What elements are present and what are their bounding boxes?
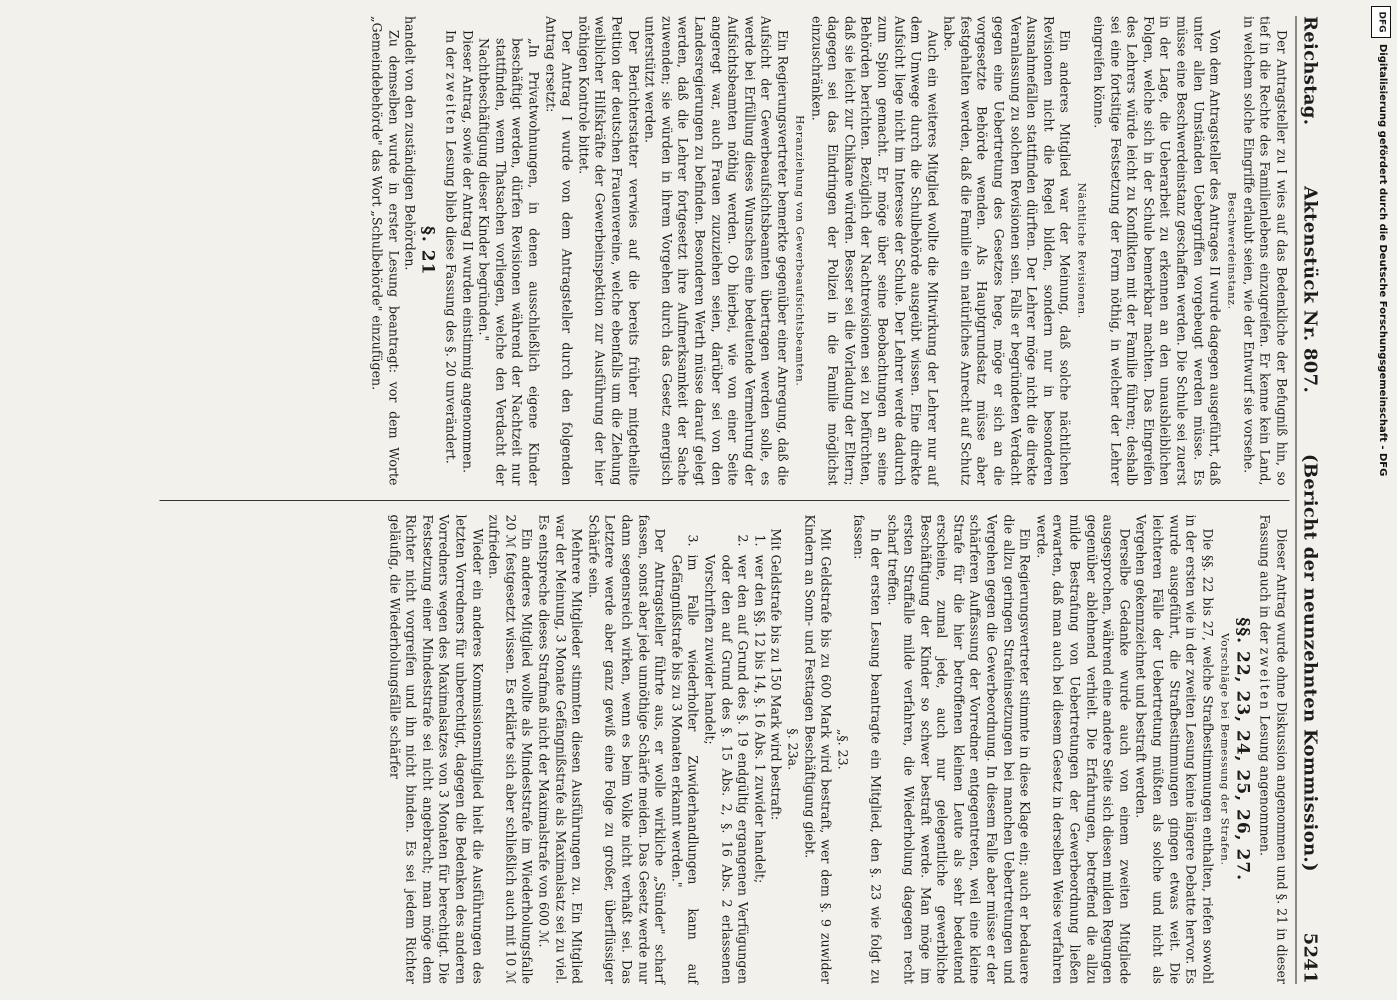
paragraph-number: „§. 23. <box>835 728 851 770</box>
spaced-word: zweiten <box>443 72 459 137</box>
penalty-list <box>668 515 768 985</box>
paragraph: Mit Geldstrafe bis zu 600 Mark wird bestraft, wer dem §. 9 zuwider Kindern an Sonn- und Festtagen Beschäftigung giebt. <box>802 514 834 984</box>
running-header <box>1296 16 1321 984</box>
column-left <box>160 16 1290 486</box>
paragraph: Der Berichterstatter verwies auf die bereits früher mitgetheilte Petition der deutschen Frauenvereine, welche ebenfalls um die Ziehung weiblicher Hilfskräfte der Gewerbeinspektion zur Ausführung der hier nöthigen Kontrole bittet. <box>576 16 642 486</box>
section-heading: §. 21 <box>418 226 438 276</box>
marginal-heading: Heranziehung von Gewerbeaufsichtsbeamten. <box>793 115 806 387</box>
paragraph: Der Antragsteller führte aus, er wolle wirkliche „Sünder" scharf fassen, sonst aber jede unnöthige Schärfe meiden. Das Gesetz werde nur dann segensreich wirken, wenn es beim Volke nicht verhaßt sei. Das Letztere werde aber ganz gewiß eine Folge zu großer, überflüssiger Schärfe sein. <box>586 514 668 984</box>
list-text: wer den auf Grund des §. 19 endgültig ergangenen Verfügungen oder den auf Grund des §. 15 Abs. 2, §. 16 Abs. 2 erlassenen Vorschriften zuwider handelt; <box>702 554 751 984</box>
list-number: 1. <box>752 534 768 547</box>
marginal-heading: Vorschläge bei Bemessung der Strafen. <box>1218 633 1231 866</box>
list-item <box>701 535 751 985</box>
digitization-sidebar <box>1367 0 1397 1000</box>
column-divider <box>160 500 1290 501</box>
paragraph: In der ersten Lesung beantragte ein Mitglied, den §. 23 wie folgt zu fassen: <box>851 514 884 984</box>
text-columns <box>160 16 1290 984</box>
dfg-logo-text: DFG <box>1376 11 1387 33</box>
list-item <box>668 535 701 985</box>
paragraph: Ein Regierungsvertreter bemerkte gegenüber einer Anregung, daß die Aufsicht der Gewerbeaufsichtsbeamten übertragen werden solle, es werde bei Erfüllung dieses Wunsches eine bedeutende Vermehrung der Aufsichtsbeamten nöthig werden. Ob hierbei, wie von einer Seite angeregt war, auch Frauen zuzuziehen seien, darüber sei von den Landesregierungen zu befinden. Besonderen Werth müsse darauf gelegt werden, daß die Lehrer fortgesetzt ihre Aufmerksamkeit der Sache zuwenden; sie würden in ihrem Vorgehen durch das Gesetz energisch unterstützt werden. <box>642 16 791 486</box>
paragraph-number: §. 23a. <box>785 728 801 771</box>
paragraph: Von dem Antragsteller des Antrages II wurde dagegen ausgeführt, daß unter allen Umständen Uebergriffen vorgebeugt werden müsse. Es müsse eine Beschwerdeinstanz geschaffen werden. Die Schule sei zuerst in der Lage, die Ueberarbeit zu erkennen an den unausbleiblichen Folgen, welche sich in der Schule bemerkbar machten. Das Eingreifen des Lehrers würde leicht zu Konflikten mit der Familie führen; deshalb sei eine fortsitige Festsetzung der Form nöthig, in welcher der Lehrer eingreifen könne. <box>1091 16 1223 486</box>
paragraph: Auch ein weiteres Mitglied wollte die Mitwirkung der Lehrer nur auf dem Umwege durch die Schulbehörde ausgeübt wissen. Eine direkte Aufsicht liege nicht im Interesse der Schule. Der Lehrer werde dadurch zum Spion gemacht. Er möge über seine Beobachtungen an seine Behörden berichten. Bezüglich der Nachtrevisionen sei zu befürchten, daß sie leicht zur Chikane würden. Besser sei die Vorladung der Eltern; dagegen sei das Eindringen der Polizei in die Familie möglichst einzuschränken. <box>809 16 941 486</box>
funding-note <box>1371 44 1393 944</box>
funding-note-text: Digitalisierung gefördert durch die Deutsche Forschungsgemeinschaft - DFG <box>1377 44 1388 477</box>
page-content <box>127 6 1327 994</box>
text-run: In der <box>443 30 459 69</box>
header-aktenstueck: Aktenstück Nr. 807. <box>1299 186 1321 394</box>
paragraph: Zu demselben wurde in erster Lesung beantragt: vor dem Worte „Gemeindebehörde" das Wort „Schulbehörde" einzufügen. <box>369 16 402 486</box>
text-run: Dieser Antrag wurde ohne Diskussion angenommen und §. 21 in dieser Fassung auch in der <box>1257 514 1290 984</box>
column-right <box>160 515 1290 985</box>
paragraph: handelt von den zuständigen Behörden. <box>403 16 418 271</box>
printed-page-rotated <box>127 6 1327 994</box>
paragraph: Der Antragsteller zu I wies auf das Bedenkliche der Befugniß hin, so tief in die Rechte des Familienlebens einzugreifen. Er kenne kein Land, in welchem solche Eingriffe erlaubt seien, wie der Entwurf sie vorsehe. <box>1241 16 1290 486</box>
list-item <box>751 535 768 985</box>
quoted-motion: „In Privatwohnungen, in denen ausschließlich eigene Kinder beschäftigt werden, dürfen Revisionen während der Nachtzeit nur stattfinden, wenn Thatsachen vorliegen, welche den Verdacht der Nachtbeschäftigung dieser Kinder begründen." <box>476 38 542 486</box>
section-heading: §§. 22, 23, 24, 25, 26, 27. <box>1232 617 1253 882</box>
text-run: Lesung angenommen. <box>1257 715 1273 856</box>
header-reichstag: Reichstag. <box>1299 16 1321 126</box>
list-text: im Falle wiederholter Zuwiderhandlungen kann auf Gefängnißstrafe bis zu 3 Monaten erkannt werden." <box>669 554 701 984</box>
paragraph: Ein Regierungsvertreter stimmte in diese Klage ein; auch er bedauere die allzu geringen Strafeinsetzungen bei manchen Uebertretungen und Vergehen gegen die Gewerbeordnung. In diesem Falle aber müsse er der schärferen Auffassung der Vorredner entgegentreten, weil eine kleine Strafe für die hier betroffenen kleinen Leute als sehr bedeutend erscheine, zumal jede, auch nur gelegentliche gewerbliche Beschäftigung der Kinder so schwer bestraft werde. Man möge im ersten Straffalle milde verfahren, die Wiederholung dagegen recht scharf treffen. <box>885 514 1033 984</box>
paragraph: Der Antrag I wurde von dem Antragsteller durch den folgenden Antrag ersetzt: <box>543 16 575 486</box>
list-number: 2. <box>735 534 751 547</box>
paragraph <box>442 16 459 486</box>
paragraph: Derselbe Gedanke wurde auch von einem zweiten Mitgliede ausgesprochen, während eine andere Seite sich diesen milden Regungen gegenüber ablehnend verhielt. Die Erfahrungen, betreffend die allzu milde Bestrafung von Uebertretungen der Gewerbeordnung ließen erwarten, daß man auch bei diesem Gesetz in derselben Weise verfahren werde. <box>1034 514 1133 984</box>
list-text: wer den §§. 12 bis 14, §. 16 Abs. 1 zuwider handelt; <box>752 554 768 884</box>
paragraph <box>1256 515 1289 985</box>
text-run: Lesung blieb diese Fassung des §. 20 unverändert. <box>443 140 459 464</box>
dfg-logo <box>1371 6 1391 38</box>
list-number: 3. <box>685 534 701 547</box>
paragraph: Wieder ein anderes Kommissionsmitglied hielt die Ausführungen des letzten Vorredners für unberechtigt, dagegen die Bedenken des anderen Vorredners wegen des Maximalsatzes von 3 Monaten für berechtigt. Die Festsetzung einer Mindeststrafe sei nicht angebracht; man möge dem Richter nicht vorgreifen und ihn nicht binden. Es sei jedem Richter geläufig, die Wiederholungsfälle schärfer <box>387 514 486 984</box>
paragraph: Mit Geldstrafe bis zu 150 Mark wird bestraft: <box>768 528 784 821</box>
marginal-heading: Nächtliche Revisionen. <box>1075 182 1088 319</box>
header-kommission: (Bericht der neunzehnten Kommission.) <box>1299 453 1321 872</box>
paragraph: Dieser Antrag, sowie der Antrag II wurden einstimmig angenommen. <box>460 30 476 473</box>
spaced-word: zweiten <box>1257 647 1273 712</box>
header-page-number: 5241 <box>1299 932 1321 984</box>
paragraph: Ein anderes Mitglied wollte als Mindeststrafe im Wiederholungsfalle 20 ℳ festgesetzt wissen. Es erklärte sich aber schließlich auch mit 10 ℳ zufrieden. <box>486 514 535 984</box>
paragraph: Mehrere Mitglieder stimmten diesen Ausführungen zu. Ein Mitglied war der Meinung, 3 Monate Gefängnißstrafe als Maximalsatz sei zu viel. Es entspreche dieses Strafmaß nicht der Maximalstrafe von 600 ℳ. <box>536 514 585 984</box>
paragraph: Die §§. 22 bis 27, welche Strafbestimmungen enthalten, riefen sowohl in der ersten wie in der zweiten Lesung keine längere Debatte hervor. Es wurde ausgeführt, die Strafbestimmungen gingen etwas weit. Die leichteren Fälle der Uebertretung müßten als solche und nicht als Vergehen gekennzeichnet und bestraft werden. <box>1133 514 1216 984</box>
marginal-heading: Beschwerdeinstanz. <box>1225 191 1238 310</box>
paragraph: Ein anderes Mitglied war der Meinung, daß solche nächtlichen Revisionen nicht die Regel bilden, sondern nur in besonderen Ausnahmefällen stattfinden dürften. Der Lehrer möge nicht die direkte Veranlassung zu solchen Revisionen sein. Falls er begründeten Verdacht gegen eine Uebertretung des Gesetzes hege, möge er sich an die vorgesetzte Behörde wenden. Als Hauptgrundsatz müsse aber festgehalten werden, daß die Familie ein natürliches Anrecht auf Schutz habe. <box>941 16 1073 486</box>
